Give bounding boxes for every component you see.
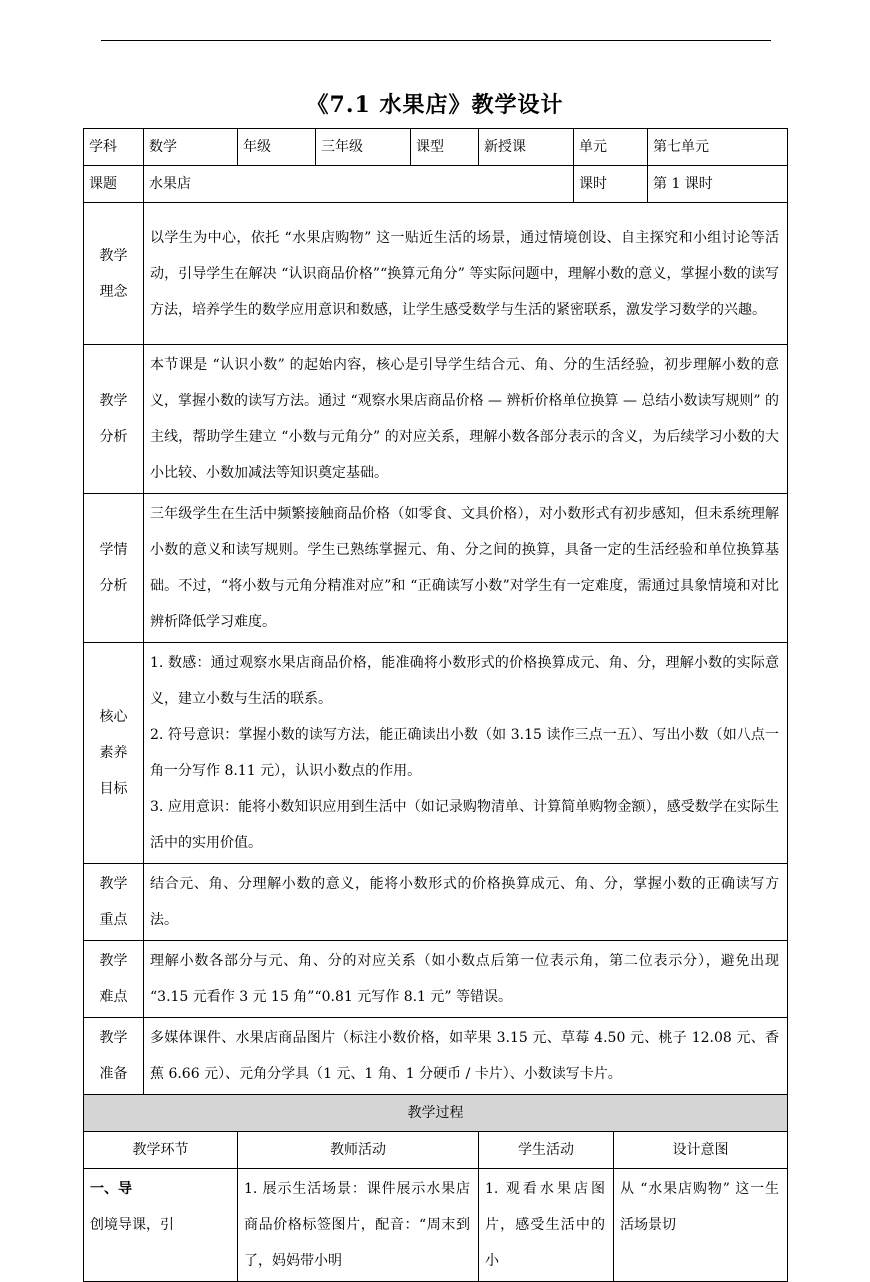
goal-item-2: 2. 符号意识：掌握小数的读写方法，能正确读出小数（如 3.15 读作三点一五）、写出小数（如八点一角一分写作 8.11 元），认识小数点的作用。 xyxy=(150,727,779,779)
lesson-plan-table xyxy=(83,128,788,1282)
goal-item-3: 3. 应用意识：能将小数知识应用到生活中（如记录购物清单、计算简单购物金额），感受数学在实际生活中的实用价值。 xyxy=(150,799,779,851)
preparation-row xyxy=(84,1018,788,1095)
concept-row xyxy=(84,203,788,345)
type-value: 新授课 xyxy=(479,129,574,166)
process-row-1 xyxy=(84,1169,788,1282)
preparation-label: 教学 准备 xyxy=(84,1018,144,1095)
teacher-activity: 1. 展示生活场景：课件展示水果店商品价格标签图片，配音：“周末到了，妈妈带小明 xyxy=(238,1169,479,1282)
concept-label: 教学 理念 xyxy=(84,203,144,345)
unit-label: 单元 xyxy=(574,129,648,166)
student-activity: 1. 观看水果店图片，感受生活中的小 xyxy=(479,1169,614,1282)
header-rule xyxy=(101,40,771,41)
goal-item-1: 1. 数感：通过观察水果店商品价格，能准确将小数形式的价格换算成元、角、分，理解小数的实际意义，建立小数与生活的联系。 xyxy=(150,655,779,707)
goals-label: 核心 素养 目标 xyxy=(84,643,144,864)
unit-value: 第七单元 xyxy=(648,129,788,166)
type-label: 课型 xyxy=(411,129,479,166)
hours-value: 第 1 课时 xyxy=(648,166,788,203)
analysis-text: 本节课是 “认识小数” 的起始内容，核心是引导学生结合元、角、分的生活经验，初步理解小数的意义，掌握小数的读写方法。通过 “观察水果店商品价格 — 辨析价格单位换算 — 总结小数读写规则” 的主线，帮助学生建立 “小数与元角分” 的对应关系，理解小数各部分表示的含义，为后续学习小数的大小比较、小数加减法等知识奠定基础。 xyxy=(144,345,788,494)
goals-text xyxy=(144,643,788,864)
subject-label: 学科 xyxy=(84,129,144,166)
key-points-row xyxy=(84,864,788,941)
teacher-header: 教师活动 xyxy=(238,1132,479,1169)
stage-cell xyxy=(84,1169,238,1282)
intent-header: 设计意图 xyxy=(614,1132,788,1169)
preparation-text: 多媒体课件、水果店商品图片（标注小数价格，如苹果 3.15 元、草莓 4.50 元、桃子 12.08 元、香蕉 6.66 元）、元角分学具（1 元、1 角、1 分硬币 / 卡片）、小数读写卡片。 xyxy=(144,1018,788,1095)
info-row-1 xyxy=(84,129,788,166)
topic-label: 课题 xyxy=(84,166,144,203)
key-points-label: 教学 重点 xyxy=(84,864,144,941)
students-row xyxy=(84,494,788,643)
analysis-label: 教学 分析 xyxy=(84,345,144,494)
analysis-row xyxy=(84,345,788,494)
grade-value: 三年级 xyxy=(316,129,411,166)
key-points-text: 结合元、角、分理解小数的意义，能将小数形式的价格换算成元、角、分，掌握小数的正确读写方法。 xyxy=(144,864,788,941)
difficulties-label: 教学 难点 xyxy=(84,941,144,1018)
hours-label: 课时 xyxy=(574,166,648,203)
document-title: 《7.1 水果店》教学设计 xyxy=(306,92,564,118)
student-header: 学生活动 xyxy=(479,1132,614,1169)
info-row-2 xyxy=(84,166,788,203)
difficulties-text: 理解小数各部分与元、角、分的对应关系（如小数点后第一位表示角，第二位表示分），避免出现 “3.15 元看作 3 元 15 角”“0.81 元写作 8.1 元” 等错误。 xyxy=(144,941,788,1018)
stage-subtitle: 创境导课，引 xyxy=(90,1217,174,1233)
grade-label: 年级 xyxy=(238,129,316,166)
topic-value: 水果店 xyxy=(144,166,574,203)
stage-title: 一、导 xyxy=(90,1181,132,1197)
process-header-row xyxy=(84,1132,788,1169)
concept-text: 以学生为中心，依托 “水果店购物” 这一贴近生活的场景，通过情境创设、自主探究和小组讨论等活动，引导学生在解决 “认识商品价格”“换算元角分” 等实际问题中，理解小数的意义，掌握小数的读写方法，培养学生的数学应用意识和数感，让学生感受数学与生活的紧密联系，激发学习数学的兴趣。 xyxy=(144,203,788,345)
difficulties-row xyxy=(84,941,788,1018)
design-intent: 从 “水果店购物” 这一生活场景切 xyxy=(614,1169,788,1282)
subject-value: 数学 xyxy=(144,129,238,166)
process-title-row xyxy=(84,1095,788,1132)
stage-header: 教学环节 xyxy=(84,1132,238,1169)
process-title: 教学过程 xyxy=(84,1095,788,1132)
students-label: 学情 分析 xyxy=(84,494,144,643)
students-text: 三年级学生在生活中频繁接触商品价格（如零食、文具价格），对小数形式有初步感知，但未系统理解小数的意义和读写规则。学生已熟练掌握元、角、分之间的换算，具备一定的生活经验和单位换算基础。不过，“将小数与元角分精准对应”和 “正确读写小数”对学生有一定难度，需通过具象情境和对比辨析降低学习难度。 xyxy=(144,494,788,643)
goals-row xyxy=(84,643,788,864)
